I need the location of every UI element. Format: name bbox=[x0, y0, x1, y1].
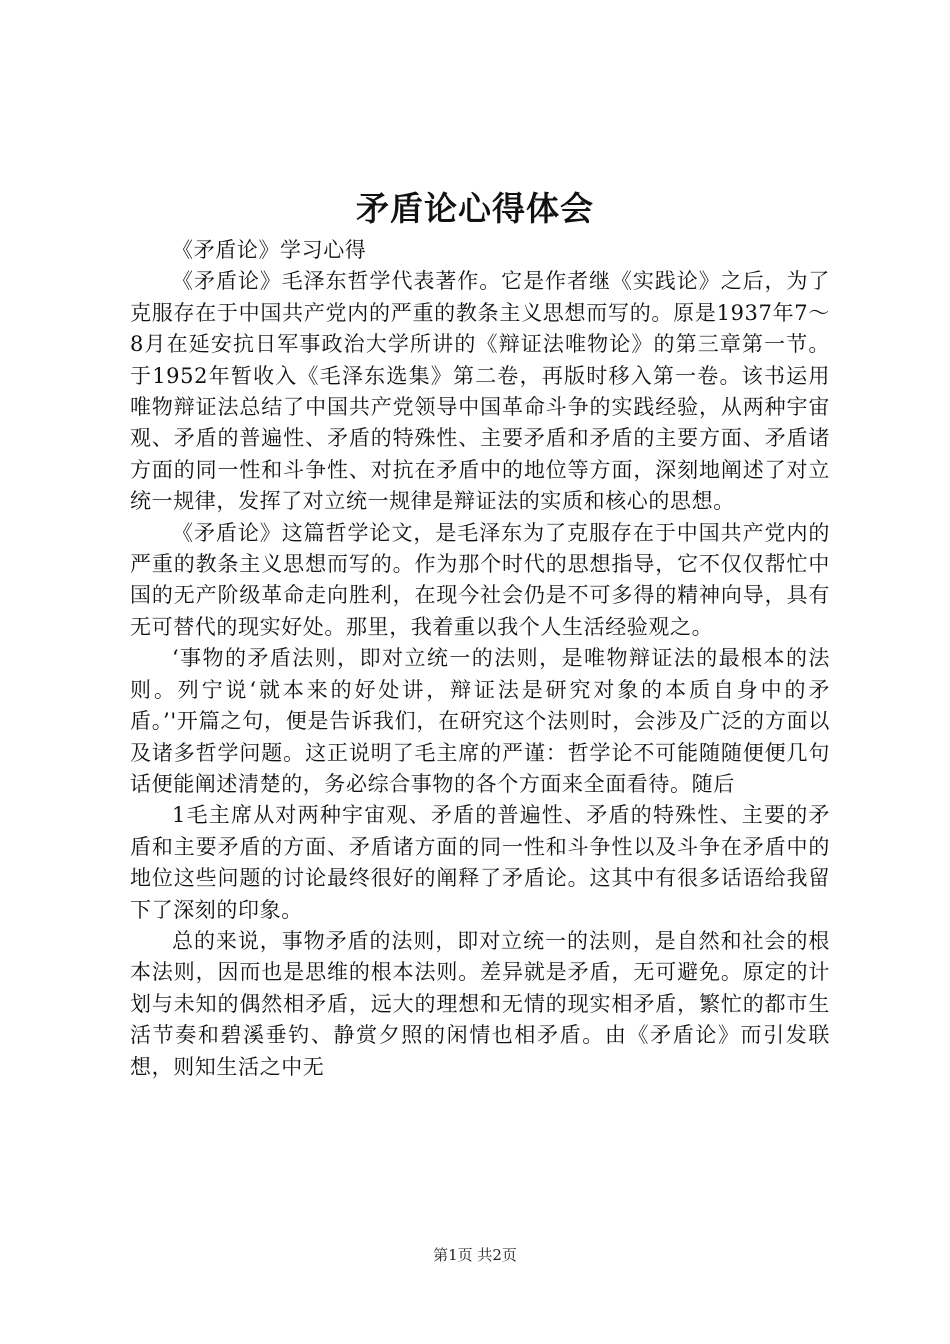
page-number-footer: 第1页 共2页 bbox=[433, 1246, 517, 1264]
paragraph: 《矛盾论》毛泽东哲学代表著作。它是作者继《实践论》之后，为了克服存在于中国共产党内的严重的教条主义思想而写的。原是1937年7～8月在延安抗日军事政治大学所讲的《辩证法唯物论》的第三章第一节。于1952年暂收入《毛泽东选集》第二卷，再版时移入第一卷。该书运用唯物辩证法总结了中国共产党领导中国革命斗争的实践经验，从两种宇宙观、矛盾的普遍性、矛盾的特殊性、主要矛盾和矛盾的主要方面、矛盾诸方面的同一性和斗争性、对抗在矛盾中的地位等方面，深刻地阐述了对立统一规律，发挥了对立统一规律是辩证法的实质和核心的思想。 bbox=[130, 269, 830, 514]
paragraph: 1毛主席从对两种宇宙观、矛盾的普遍性、矛盾的特殊性、主要的矛盾和主要矛盾的方面、矛盾诸方面的同一性和斗争性以及斗争在矛盾中的地位这些问题的讨论最终很好的阐释了矛盾论。这其中有很多话语给我留下了深刻的印象。 bbox=[130, 803, 830, 922]
document-title: 矛盾论心得体会 bbox=[356, 189, 594, 228]
document-body bbox=[130, 235, 830, 1083]
paragraph: 《矛盾论》这篇哲学论文，是毛泽东为了克服存在于中国共产党内的严重的教条主义思想而写的。作为那个时代的思想指导，它不仅仅帮忙中国的无产阶级革命走向胜利，在现今社会仍是不可多得的精神向导，具有无可替代的现实好处。那里，我着重以我个人生活经验观之。 bbox=[130, 520, 830, 639]
paragraph-heading: 《矛盾论》学习心得 bbox=[172, 238, 367, 262]
paragraph: 总的来说，事物矛盾的法则，即对立统一的法则，是自然和社会的根本法则，因而也是思维的根本法则。差异就是矛盾，无可避免。原定的计划与未知的偶然相矛盾，远大的理想和无情的现实相矛盾，繁忙的都市生活节奏和碧溪垂钓、静赏夕照的闲情也相矛盾。由《矛盾论》而引发联想，则知生活之中无 bbox=[130, 928, 830, 1079]
paragraph: ‘事物的矛盾法则，即对立统一的法则，是唯物辩证法的最根本的法则。列宁说‘就本来的好处讲，辩证法是研究对象的本质自身中的矛盾。’'开篇之句，便是告诉我们，在研究这个法则时，会涉及广泛的方面以及诸多哲学问题。这正说明了毛主席的严谨：哲学论不可能随随便便几句话便能阐述清楚的，务必综合事物的各个方面来全面看待。随后 bbox=[130, 646, 830, 796]
